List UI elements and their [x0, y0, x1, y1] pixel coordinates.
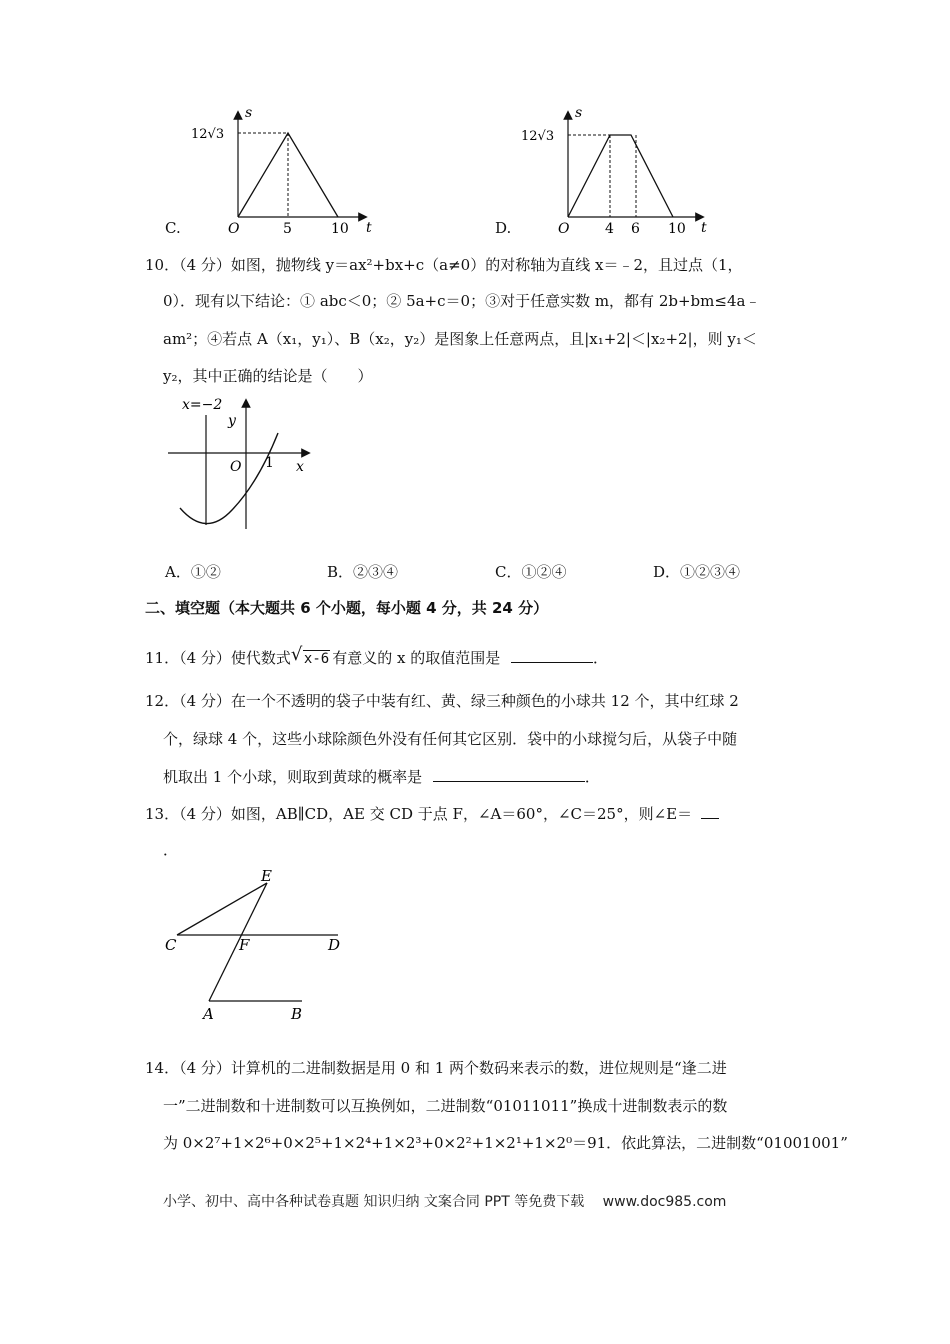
- q13-label-c: C: [165, 936, 177, 954]
- q10-line-4: y₂，其中正确的结论是（ ）: [163, 367, 373, 385]
- graph-c-tick-5: 5: [283, 221, 292, 237]
- page-footer: 小学、初中、高中各种试卷真题 知识归纳 文案合同 PPT 等免费下载 www.doc985.com: [163, 1194, 727, 1210]
- q11-radical-sign: √: [290, 644, 303, 665]
- q12-line-2: 个，绿球 4 个，这些小球除颜色外没有任何其它区别．袋中的小球搅匀后，从袋子中随: [163, 730, 738, 748]
- q12-line-3: 机取出 1 个小球，则取到黄球的概率是 ．: [163, 768, 600, 786]
- option-d-label: D.: [495, 219, 512, 237]
- q13-label-e: E: [261, 867, 272, 885]
- graph-d-tick-10: 10: [668, 221, 686, 237]
- q12-line-1: 12．（4 分）在一个不透明的袋子中装有红、黄、绿三种颜色的小球共 12 个，其中红球 2: [145, 692, 739, 710]
- graph-d-series-line: [568, 135, 673, 217]
- q14-line-3: 为 0×2⁷+1×2⁶+0×2⁵+1×2⁴+1×2³+0×2²+1×2¹+1×2⁰＝91．依此算法，二进制数“01001001”: [163, 1134, 848, 1152]
- q11-sqrt: [290, 644, 330, 669]
- graph-d-ymax-label: 12√3: [521, 129, 555, 144]
- q10-line-1: 10．（4 分）如图，抛物线 y＝ax²+bx+c（a≠0）的对称轴为直线 x＝﹣2，且过点（1，: [145, 256, 743, 274]
- q13-line-2: ．: [163, 841, 179, 859]
- graph-c-figure: [185, 105, 395, 240]
- q11-radicand: x-6: [303, 651, 330, 667]
- q11-after: 有意义的 x 的取值范围是: [332, 649, 501, 667]
- q11-line: 11．（4 分）使代数式 √ x-6 有意义的 x 的取值范围是 ．: [145, 644, 608, 667]
- graph-c-t-label: t: [366, 220, 372, 236]
- graph-d-origin: O: [558, 221, 570, 237]
- q13-label-f: F: [239, 936, 250, 954]
- q10-option-c: C．①②④: [495, 563, 567, 581]
- graph-c-s-label: s: [245, 105, 253, 121]
- q13-figure: [160, 865, 360, 1025]
- graph-d-tick-4: 4: [605, 221, 614, 237]
- graph-c-origin: O: [228, 221, 240, 237]
- q10-option-b: B．②③④: [327, 563, 399, 581]
- q10-origin: O: [230, 459, 242, 475]
- q13-answer-blank[interactable]: [701, 803, 719, 819]
- q10-line-2: 0）．现有以下结论：① abc＜0；② 5a+c＝0；③对于任意实数 m，都有 2b+bm≤4a﹣: [163, 292, 761, 310]
- graph-d-s-label: s: [575, 105, 583, 121]
- q13-label-a: A: [203, 1005, 214, 1023]
- q10-parabola-figure: [160, 393, 320, 533]
- q13-label-d: D: [328, 936, 341, 954]
- q10-line-3: am²；④若点 A（x₁，y₁）、B（x₂，y₂）是图象上任意两点，且|x₁+2|＜|x₂+2|，则 y₁＜: [163, 330, 757, 348]
- q13-label-b: B: [291, 1005, 303, 1023]
- graph-c-tick-10: 10: [331, 221, 349, 237]
- section-2-title: 二、填空题（本大题共 6 个小题，每小题 4 分，共 24 分）: [145, 599, 549, 617]
- graph-d-tick-6: 6: [631, 221, 640, 237]
- graph-d-figure: [515, 105, 725, 240]
- q11-before: 11．（4 分）使代数式: [145, 649, 291, 667]
- q10-x-label: x: [296, 459, 304, 475]
- q14-line-1: 14．（4 分）计算机的二进制数据是用 0 和 1 两个数码来表示的数，进位规则是“逢二进: [145, 1059, 727, 1077]
- q10-one-label: 1: [265, 455, 274, 471]
- q10-axis-label: x=−2: [182, 397, 223, 413]
- q10-option-a: A．①②: [165, 563, 221, 581]
- q10-parabola-curve: [180, 433, 278, 524]
- q11-answer-blank[interactable]: [511, 647, 593, 663]
- option-c-label: C.: [165, 219, 181, 237]
- q10-y-label: y: [228, 413, 236, 429]
- q13-line-ae: [209, 883, 267, 1001]
- q14-line-2: 一”二进制数和十进制数可以互换例如，二进制数“01011011”换成十进制数表示的数: [163, 1097, 728, 1115]
- graph-c-ymax-label: 12√3: [191, 127, 225, 142]
- q10-option-d: D．①②③④: [653, 563, 741, 581]
- q13-line-1: 13．（4 分）如图，AB∥CD，AE 交 CD 于点 F，∠A＝60°，∠C＝25°，则∠E＝: [145, 803, 719, 824]
- q12-answer-blank[interactable]: [433, 766, 585, 782]
- graph-d-t-label: t: [701, 220, 707, 236]
